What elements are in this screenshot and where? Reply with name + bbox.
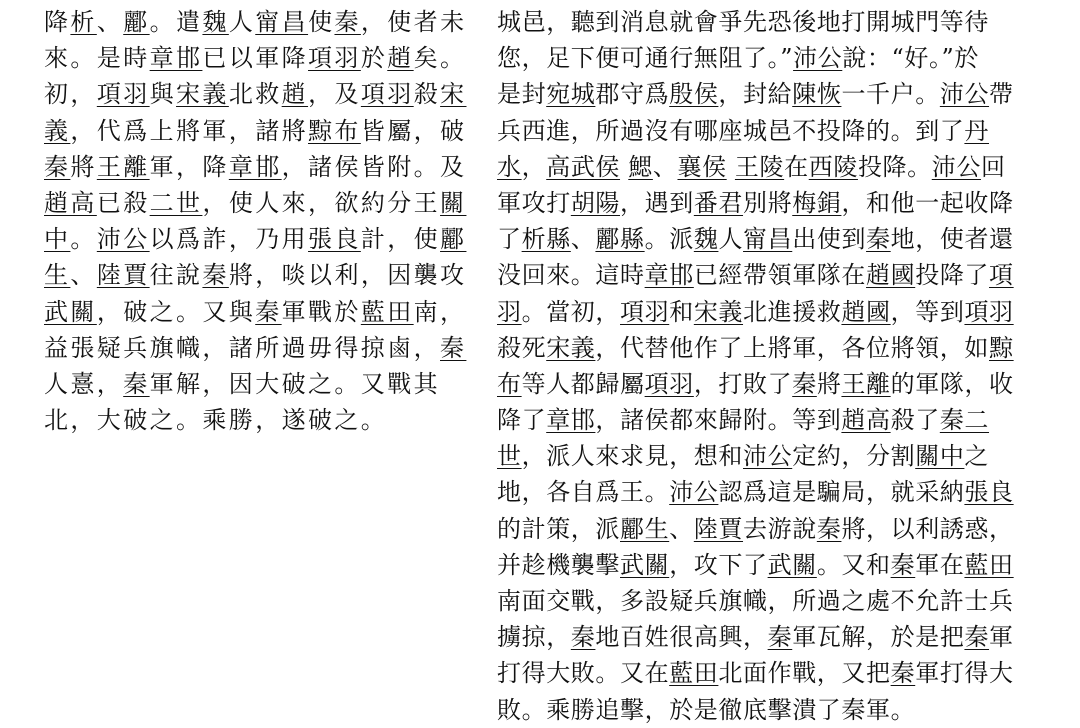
proper-name: 項羽 bbox=[620, 297, 670, 326]
text-segment: 的軍隊，收 bbox=[890, 369, 1014, 398]
text-segment: 帶 bbox=[989, 80, 1014, 109]
proper-name: 世 bbox=[497, 442, 522, 471]
proper-name: 秦 bbox=[334, 8, 361, 36]
text-line bbox=[44, 366, 454, 402]
proper-name: 宋義 bbox=[546, 333, 596, 362]
text-line bbox=[44, 149, 467, 185]
text-line bbox=[44, 76, 467, 112]
text-segment: ，代替他作了上將軍，各位將領，如 bbox=[595, 333, 990, 362]
text-segment: 將 bbox=[816, 369, 842, 398]
proper-name: 殷侯 bbox=[669, 80, 719, 109]
text-line bbox=[44, 40, 467, 76]
proper-name: 秦二 bbox=[939, 406, 990, 435]
text-segment: 兵西進，所過沒有哪座城邑不投降的。到了 bbox=[497, 116, 965, 145]
proper-name: 布 bbox=[497, 369, 522, 398]
text-line bbox=[497, 149, 1037, 185]
proper-name: 黥 bbox=[989, 333, 1014, 362]
proper-name: 項羽 bbox=[96, 80, 150, 109]
text-segment: 計，使 bbox=[360, 225, 441, 254]
text-segment: ，派人來求見，想和 bbox=[521, 442, 744, 471]
text-line bbox=[497, 438, 1037, 474]
text-segment: ，及 bbox=[308, 80, 361, 109]
proper-name: 析 bbox=[70, 8, 97, 36]
text-segment: 人憙， bbox=[44, 369, 124, 398]
proper-name: 秦 bbox=[890, 550, 916, 579]
proper-name: 羽 bbox=[497, 297, 522, 326]
text-segment: ，諸侯皆附。及 bbox=[281, 152, 467, 181]
proper-name: 項羽 bbox=[308, 44, 361, 73]
text-segment: 軍 bbox=[989, 623, 1014, 652]
text-line bbox=[44, 185, 467, 221]
proper-name: 秦 bbox=[816, 514, 842, 543]
text-line bbox=[497, 583, 1037, 619]
text-segment: ，使者未 bbox=[360, 8, 467, 36]
proper-name: 酈 bbox=[123, 8, 150, 36]
text-segment: 没回來。這時 bbox=[497, 261, 645, 290]
proper-name: 張良 bbox=[964, 478, 1014, 507]
text-segment: 軍攻打 bbox=[497, 188, 571, 217]
text-segment: 并趁機襲擊 bbox=[497, 550, 620, 579]
proper-name: 中 bbox=[44, 225, 71, 254]
proper-name: 高武侯 bbox=[546, 152, 621, 181]
proper-name: 秦 bbox=[890, 659, 916, 688]
proper-name: 項羽 bbox=[964, 297, 1014, 326]
text-segment: ，遇到 bbox=[620, 188, 694, 217]
text-segment: 。又和 bbox=[816, 550, 891, 579]
text-segment: ，封給 bbox=[718, 80, 793, 109]
text-line bbox=[497, 655, 1037, 691]
proper-name: 沛公 bbox=[669, 478, 719, 507]
text-line bbox=[44, 113, 467, 149]
text-segment: 已以軍降 bbox=[202, 44, 309, 73]
text-line bbox=[497, 474, 1037, 510]
text-segment: 、 bbox=[669, 514, 694, 543]
proper-name: 趙 bbox=[281, 80, 309, 109]
text-segment: 之 bbox=[964, 442, 990, 471]
proper-name: 西陵 bbox=[808, 152, 858, 181]
text-segment: 皆屬，破 bbox=[360, 116, 467, 145]
proper-name: 秦 bbox=[44, 152, 71, 181]
classical-text-column bbox=[44, 4, 467, 438]
text-segment: 了 bbox=[497, 225, 522, 254]
proper-name: 張良 bbox=[308, 225, 361, 254]
text-segment: 與 bbox=[149, 80, 177, 109]
text-segment: ， bbox=[521, 152, 547, 181]
proper-name: 甯昌 bbox=[255, 8, 309, 36]
text-segment: 往說 bbox=[149, 261, 203, 290]
text-segment: ，代爲上將軍，諸將 bbox=[70, 116, 309, 145]
proper-name: 沛公 bbox=[793, 44, 843, 73]
text-segment: 出使到 bbox=[792, 225, 867, 254]
text-segment: 。當初， bbox=[521, 297, 621, 326]
proper-name: 水 bbox=[497, 152, 522, 181]
text-segment: 軍瓦解，於是把 bbox=[792, 623, 965, 652]
text-segment: 投降了 bbox=[915, 261, 990, 290]
proper-name: 趙國 bbox=[841, 297, 891, 326]
text-line bbox=[497, 692, 1037, 728]
proper-name: 武關 bbox=[767, 550, 817, 579]
text-line bbox=[497, 330, 1037, 366]
text-segment: 以爲詐，乃用 bbox=[149, 225, 309, 254]
text-segment: 、 bbox=[96, 8, 124, 36]
proper-name: 武關 bbox=[620, 550, 670, 579]
text-segment: ，和他一起收降 bbox=[841, 188, 1014, 217]
text-segment: 於 bbox=[360, 44, 388, 73]
proper-name: 王離 bbox=[96, 152, 150, 181]
text-segment: 北進援救 bbox=[743, 297, 842, 326]
proper-name: 析縣 bbox=[521, 225, 571, 254]
proper-name: 生 bbox=[44, 261, 71, 290]
proper-name: 趙高 bbox=[841, 406, 891, 435]
proper-name: 項羽 bbox=[360, 80, 414, 109]
text-segment: 等人都歸屬 bbox=[521, 369, 645, 398]
text-segment: 去游說 bbox=[743, 514, 817, 543]
text-line bbox=[497, 366, 1037, 402]
proper-name: 藍田 bbox=[360, 297, 414, 326]
text-segment: 人 bbox=[718, 225, 744, 254]
proper-name: 甯昌 bbox=[743, 225, 793, 254]
text-segment: 擄掠， bbox=[497, 623, 571, 652]
text-segment: 已殺 bbox=[96, 188, 150, 217]
text-segment: 、 bbox=[570, 225, 596, 254]
text-segment: 軍在 bbox=[915, 550, 965, 579]
proper-name: 陸賈 bbox=[96, 261, 150, 290]
text-segment: 北，大破之。乘勝，遂破之。 bbox=[44, 406, 388, 435]
proper-name: 鰓 bbox=[628, 152, 653, 181]
text-line bbox=[44, 221, 467, 257]
text-segment: 地，各自爲王。 bbox=[497, 478, 670, 507]
proper-name: 關中 bbox=[915, 442, 965, 471]
text-segment: 軍，降 bbox=[149, 152, 229, 181]
proper-name: 秦 bbox=[964, 623, 990, 652]
text-segment: 已經帶領軍隊在 bbox=[693, 261, 867, 290]
text-segment: 城邑，聽到消息就會爭先恐後地打開城門等待 bbox=[497, 8, 989, 36]
text-segment: ，攻下了 bbox=[669, 550, 768, 579]
proper-name: 魏 bbox=[693, 225, 719, 254]
proper-name: 秦 bbox=[767, 623, 793, 652]
text-segment: 和 bbox=[669, 297, 694, 326]
text-line bbox=[497, 402, 1037, 438]
text-line bbox=[497, 221, 1037, 257]
text-segment: 打得大敗。又在 bbox=[497, 659, 670, 688]
proper-name: 秦 bbox=[255, 297, 282, 326]
proper-name: 項羽 bbox=[644, 369, 694, 398]
proper-name: 趙高 bbox=[44, 188, 97, 217]
text-segment: 、 bbox=[70, 261, 97, 290]
proper-name: 秦 bbox=[570, 623, 596, 652]
text-segment: 、 bbox=[652, 152, 678, 181]
text-segment: ，打敗了 bbox=[693, 369, 793, 398]
text-segment: 殺 bbox=[413, 80, 441, 109]
text-line bbox=[44, 402, 454, 438]
text-segment: 軍戰於 bbox=[281, 297, 361, 326]
proper-name: 趙國 bbox=[866, 261, 916, 290]
text-segment: 。遣 bbox=[149, 8, 203, 36]
proper-name: 秦 bbox=[123, 369, 150, 398]
proper-name: 沛公 bbox=[939, 80, 990, 109]
text-segment: 說：“好。”於 bbox=[842, 44, 980, 73]
text-segment: 一千户。 bbox=[841, 80, 940, 109]
text-segment: ，破之。又與 bbox=[96, 297, 256, 326]
text-segment: 北面作戰，又把 bbox=[718, 659, 891, 688]
text-line bbox=[497, 40, 1037, 76]
text-segment: 郡守爲 bbox=[595, 80, 670, 109]
text-segment: 軍打得大 bbox=[915, 659, 1014, 688]
text-segment: 在 bbox=[784, 152, 809, 181]
proper-name: 陸賈 bbox=[693, 514, 744, 543]
proper-name: 章邯 bbox=[546, 406, 596, 435]
text-segment: ，等到 bbox=[890, 297, 965, 326]
text-segment: 。 bbox=[70, 225, 97, 254]
proper-name: 義 bbox=[44, 116, 71, 145]
proper-name: 酈縣 bbox=[595, 225, 645, 254]
text-line bbox=[44, 257, 467, 293]
proper-name: 沛公 bbox=[743, 442, 793, 471]
text-segment: ，諸侯都來歸附。等到 bbox=[595, 406, 842, 435]
text-line bbox=[497, 619, 1037, 655]
proper-name: 沛公 bbox=[931, 152, 981, 181]
proper-name: 秦 bbox=[866, 225, 891, 254]
text-line bbox=[497, 511, 1037, 547]
proper-name: 藍田 bbox=[964, 550, 1014, 579]
text-line bbox=[44, 330, 467, 366]
text-segment: 使 bbox=[308, 8, 335, 36]
text-segment: 來。是時 bbox=[44, 44, 150, 73]
text-segment: 將，啖以利，因襲攻 bbox=[228, 261, 467, 290]
translation-text-column bbox=[497, 4, 1037, 728]
text-segment: 是封 bbox=[497, 80, 547, 109]
proper-name: 武關 bbox=[44, 297, 97, 326]
proper-name: 番君 bbox=[693, 188, 744, 217]
proper-name: 酈 bbox=[440, 225, 467, 254]
proper-name: 王離 bbox=[841, 369, 891, 398]
text-segment: 初， bbox=[44, 80, 97, 109]
text-segment: ，使人來，欲約分王 bbox=[202, 188, 441, 217]
text-segment: 矣。 bbox=[413, 44, 467, 73]
text-segment: 殺死 bbox=[497, 333, 547, 362]
text-segment: 軍解，因大破之。又戰其 bbox=[149, 369, 441, 398]
text-segment: 定約，分割 bbox=[792, 442, 916, 471]
proper-name: 二世 bbox=[149, 188, 203, 217]
text-segment: 降了 bbox=[497, 406, 547, 435]
proper-name: 章邯 bbox=[149, 44, 203, 73]
proper-name: 秦 bbox=[440, 333, 467, 362]
text-segment: 的計策，派 bbox=[497, 514, 620, 543]
text-segment: 將 bbox=[70, 152, 97, 181]
proper-name: 丹 bbox=[964, 116, 990, 145]
text-segment bbox=[727, 153, 735, 181]
text-segment: 投降。 bbox=[857, 152, 932, 181]
text-segment: 敗。乘勝追擊，於是徹底擊潰了秦軍。 bbox=[497, 695, 916, 724]
text-segment: 。派 bbox=[644, 225, 694, 254]
text-line bbox=[497, 185, 1037, 221]
text-segment: 殺了 bbox=[890, 406, 940, 435]
text-segment: 您，足下便可通行無阻了。” bbox=[497, 44, 794, 73]
proper-name: 胡陽 bbox=[570, 188, 621, 217]
text-segment: 地，使者還 bbox=[890, 225, 1014, 254]
proper-name: 魏 bbox=[202, 8, 229, 36]
proper-name: 宋 bbox=[440, 80, 467, 109]
text-line bbox=[497, 76, 1037, 112]
proper-name: 宋義 bbox=[693, 297, 744, 326]
text-segment: 將，以利誘惑， bbox=[841, 514, 1014, 543]
proper-name: 藍田 bbox=[669, 659, 719, 688]
proper-name: 宋義 bbox=[176, 80, 229, 109]
text-line bbox=[497, 257, 1037, 293]
proper-name: 項 bbox=[989, 261, 1014, 290]
text-segment: 人 bbox=[228, 8, 256, 36]
proper-name: 襄侯 bbox=[677, 152, 727, 181]
text-segment: 回 bbox=[980, 152, 1006, 181]
text-line bbox=[497, 4, 1037, 40]
proper-name: 黥布 bbox=[308, 116, 361, 145]
proper-name: 關 bbox=[440, 188, 467, 217]
text-line bbox=[497, 113, 1037, 149]
proper-name: 陳恢 bbox=[792, 80, 842, 109]
text-line bbox=[44, 4, 467, 40]
proper-name: 酈生 bbox=[620, 514, 670, 543]
proper-name: 秦 bbox=[792, 369, 817, 398]
proper-name: 沛公 bbox=[96, 225, 150, 254]
proper-name: 秦 bbox=[202, 261, 229, 290]
text-segment: 降 bbox=[44, 8, 71, 36]
text-line bbox=[497, 547, 1037, 583]
text-segment: 別將 bbox=[743, 188, 793, 217]
text-segment: 北救 bbox=[228, 80, 282, 109]
text-segment: 南， bbox=[413, 297, 467, 326]
proper-name: 梅鋗 bbox=[792, 188, 842, 217]
text-segment: 益張疑兵旗幟，諸所過毋得掠鹵， bbox=[44, 333, 440, 362]
proper-name: 章邯 bbox=[644, 261, 694, 290]
text-line bbox=[44, 294, 467, 330]
proper-name: 趙 bbox=[387, 44, 414, 73]
text-segment: 南面交戰，多設疑兵旗幟，所過之處不允許士兵 bbox=[497, 587, 1014, 615]
proper-name: 章邯 bbox=[228, 152, 282, 181]
proper-name: 宛城 bbox=[546, 80, 596, 109]
proper-name: 王陵 bbox=[734, 152, 785, 181]
text-segment: 認爲這是騙局，就采納 bbox=[718, 478, 965, 507]
text-line bbox=[497, 294, 1037, 330]
text-segment: 地百姓很高興， bbox=[595, 623, 768, 652]
